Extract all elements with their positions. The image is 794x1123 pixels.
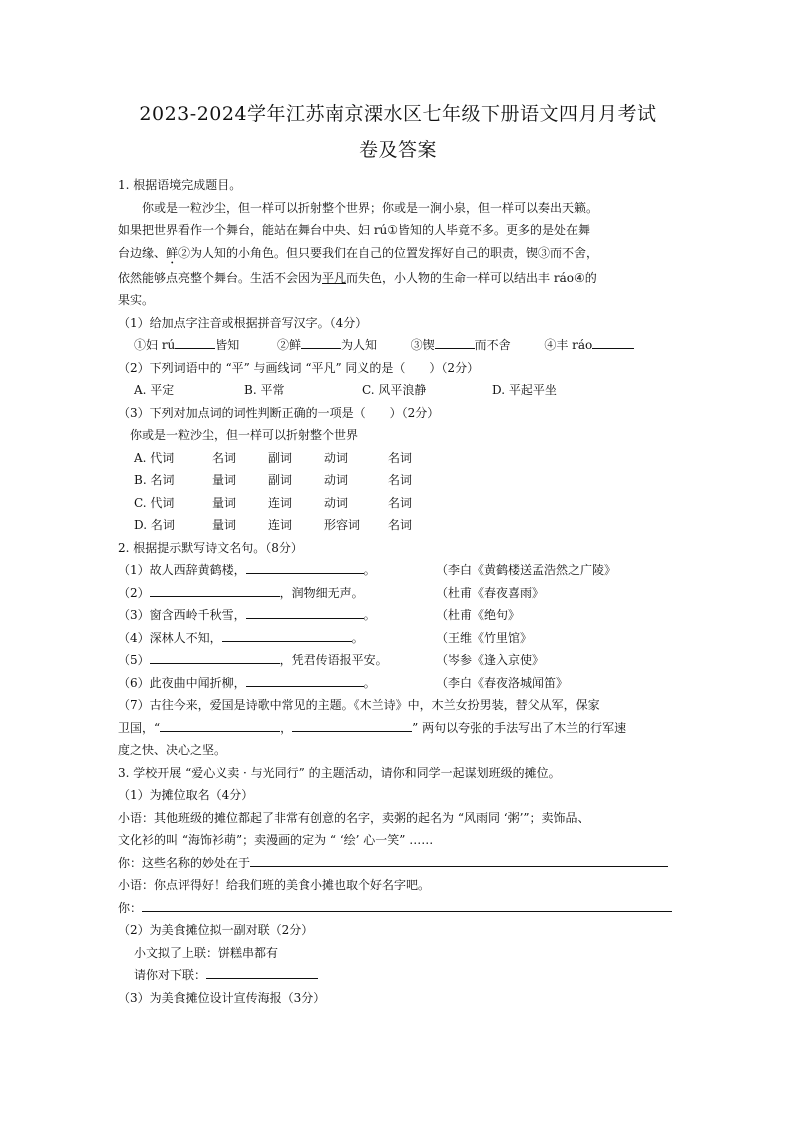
q1-sub3-option[interactable]: D. 名词 量词 连词 形容词 名词 <box>134 518 413 532</box>
answer-blank[interactable] <box>250 853 668 867</box>
q3-dialog: 小语：其他班级的摊位都起了非常有创意的名字，卖粥的起名为 “风雨同 ‘粥’”；卖饰品、 <box>118 810 590 825</box>
poem-item: （5） ，凭君传语报平安。 （岑参《逢入京使》 <box>118 649 678 672</box>
poem-source: （王维《竹里馆》 <box>436 630 533 645</box>
q1-sub2: （2）下列词语中的 “平” 与画线词 “平凡” 同义的是（ ）（2分） <box>118 360 480 375</box>
answer-blank[interactable] <box>150 650 280 664</box>
poem-source: （岑参《逢入京使》 <box>436 653 545 667</box>
q3-answer-line: 你： <box>118 897 678 920</box>
answer-blank[interactable] <box>592 335 634 349</box>
q1-passage-line: 台边缘、鲜②为人知的小角色。但只要我们在自己的位置发挥好自己的职责，锲③而不舍， <box>118 245 599 260</box>
answer-blank[interactable] <box>292 718 412 732</box>
answer-blank[interactable] <box>246 605 364 619</box>
q3-sub3: （3）为美食摊位设计宣传海报（3分） <box>118 990 326 1005</box>
poem-item: （6）此夜曲中闻折柳， 。 （李白《春夜洛城闻笛》 <box>118 672 678 695</box>
poem-source: （杜甫《绝句》 <box>436 608 521 622</box>
underlined-word: 平凡 <box>322 270 347 285</box>
option-c[interactable]: C. 风平浪静 <box>362 383 427 397</box>
q1-heading: 1. 根据语境完成题目。 <box>118 178 242 192</box>
dotted-char: 鲜 <box>166 245 179 260</box>
q1-passage-line: 果实。 <box>118 293 155 307</box>
page-title-cont: 卷及答案 <box>358 139 437 161</box>
q1-sub3-option[interactable]: B. 名词 量词 副词 动词 名词 <box>134 473 413 487</box>
q1-passage-line: 如果把世界看作一个舞台，能站在舞台中央、妇 rú①皆知的人毕竟不多。更多的是处在舞 <box>118 223 591 237</box>
option-d[interactable]: D. 平起平坐 <box>492 383 557 397</box>
q1-sub3-option[interactable]: A. 代词 名词 副词 动词 名词 <box>134 450 413 465</box>
poem-source: （李白《黄鹤楼送孟浩然之广陵》 <box>436 563 617 577</box>
option-a[interactable]: A. 平定 <box>134 383 175 397</box>
q3-answer-line: 你：这些名称的妙处在于 <box>118 852 678 875</box>
answer-blank[interactable] <box>206 965 318 979</box>
answer-blank[interactable] <box>246 673 364 687</box>
poem-item-7: （7）古往今来，爱国是诗歌中常见的主题。《木兰诗》中，木兰女扮男装，替父从军，保家 <box>118 698 600 712</box>
answer-blank[interactable] <box>150 583 280 597</box>
answer-blank[interactable] <box>301 335 341 349</box>
q3-sub1: （1）为摊位取名（4分） <box>118 788 254 802</box>
poem-item: （4）深林人不知， 。 （王维《竹里馆》 <box>118 627 678 650</box>
poem-item-7: 度之快、决心之坚。 <box>118 743 227 757</box>
q1-sub2-options <box>118 379 678 402</box>
q1-passage-line: 你或是一粒沙尘，但一样可以折射整个世界；你或是一涧小泉，但一样可以奏出天籁。 <box>142 200 599 215</box>
q1-sub3-option[interactable]: C. 代词 量词 连词 动词 名词 <box>134 495 413 510</box>
q1-sub1-items: ①妇 rú 皆知 ②鲜 为人知 ③锲 而不舍 ④丰 ráo <box>118 334 678 357</box>
q1-passage-line: 依然能够点亮整个舞台。生活不会因为平凡而失色，小人物的生命一样可以结出丰 ráo④的 <box>118 270 597 285</box>
poem-item: （1）故人西辞黄鹤楼， 。 （李白《黄鹤楼送孟浩然之广陵》 <box>118 559 678 582</box>
poem-item: （2） ，润物细无声。 （杜甫《春夜喜雨》 <box>118 582 678 605</box>
option-b[interactable]: B. 平常 <box>244 383 285 397</box>
q3-heading: 3. 学校开展 “爱心义卖 · 与光同行” 的主题活动，请你和同学一起谋划班级的摊位。 <box>118 765 561 780</box>
poem-source: （杜甫《春夜喜雨》 <box>436 585 545 600</box>
answer-blank[interactable] <box>175 335 215 349</box>
answer-blank[interactable] <box>142 898 672 912</box>
poem-source: （李白《春夜洛城闻笛》 <box>436 675 569 690</box>
exam-page <box>118 96 678 1009</box>
q3-dialog: 小语：你点评得好！给我们班的美食小摊也取个好名字吧。 <box>118 878 431 892</box>
q1-sub1: （1）给加点字注音或根据拼音写汉字。（4分） <box>118 315 368 330</box>
couplet-up: 小文拟了上联：饼糕串都有 <box>134 945 279 960</box>
q3-dialog: 文化衫的叫 “海饰衫萌”；卖漫画的定为 “ ‘绘’ 心一笑” …… <box>118 833 434 847</box>
poem-item-7: 卫国，“ ， ” 两句以夸张的手法写出了木兰的行军速 <box>118 717 678 740</box>
q1-sub3-sentence: 你或是一粒沙尘，但一样可以折射整个世界 <box>130 428 359 442</box>
poem-item: （3）窗含西岭千秋雪， 。 （杜甫《绝句》 <box>118 604 678 627</box>
page-title: 2023-2024学年江苏南京溧水区七年级下册语文四月月考试 <box>139 103 657 125</box>
answer-blank[interactable] <box>160 718 280 732</box>
answer-blank[interactable] <box>222 628 352 642</box>
q3-sub2: （2）为美食摊位拟一副对联（2分） <box>118 923 314 937</box>
couplet-down: 请你对下联： <box>118 964 678 987</box>
answer-blank[interactable] <box>246 560 364 574</box>
answer-blank[interactable] <box>435 335 475 349</box>
q2-heading: 2. 根据提示默写诗文名句。（8分） <box>118 540 303 555</box>
q1-sub3: （3）下列对加点词的词性判断正确的一项是（ ）（2分） <box>118 405 440 420</box>
